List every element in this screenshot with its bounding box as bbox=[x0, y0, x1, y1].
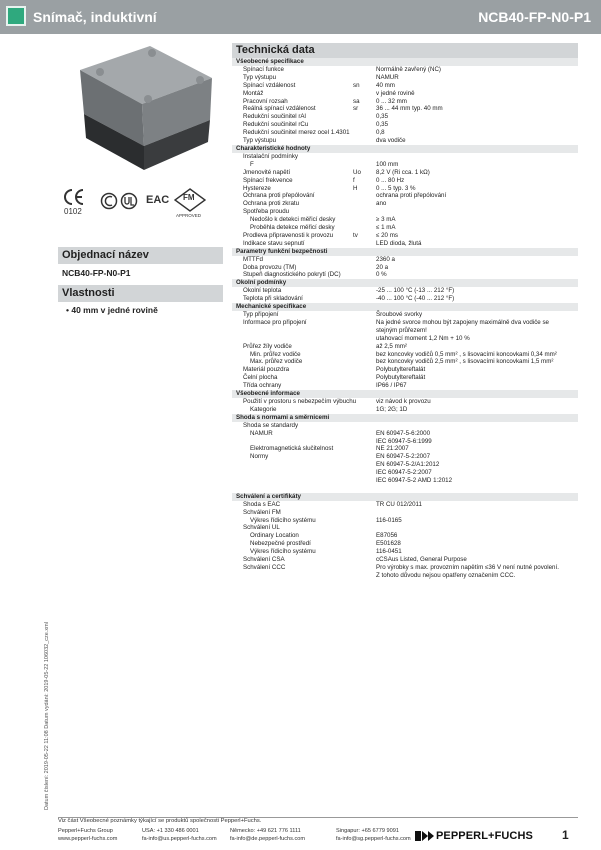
row-value: bez koncovky vodičů 2,5 mm² , s lisovacími koncovkami 1,5 mm² bbox=[376, 358, 554, 366]
row-value: až 2,5 mm² bbox=[376, 342, 407, 350]
row-value: 8,2 V (Ri cca. 1 kΩ) bbox=[376, 168, 430, 176]
table-row bbox=[232, 430, 578, 438]
table-row bbox=[232, 319, 578, 327]
row-value: 0,35 bbox=[376, 113, 389, 121]
row-label: Stupeň diagnostického pokrytí (DC) bbox=[243, 271, 341, 279]
row-label: Ochrana proti přepólování bbox=[243, 192, 315, 200]
table-row bbox=[232, 461, 578, 469]
row-value: ≥ 3 mA bbox=[376, 216, 396, 224]
row-label: Ochrana proti zkratu bbox=[243, 200, 300, 208]
row-value: E501628 bbox=[376, 540, 401, 548]
section-header-row bbox=[232, 414, 578, 422]
table-row bbox=[232, 572, 578, 580]
pepperl-fuchs-logo bbox=[414, 828, 534, 844]
table-row bbox=[232, 192, 578, 200]
row-label: NAMUR bbox=[250, 429, 273, 437]
row-symbol: sn bbox=[353, 81, 360, 89]
row-label: Použití v prostoru s nebezpečím výbuchu bbox=[243, 397, 357, 405]
table-row bbox=[232, 366, 578, 374]
table-row bbox=[232, 556, 578, 564]
table-row bbox=[232, 335, 578, 343]
section-header-row bbox=[232, 493, 578, 501]
table-row bbox=[232, 453, 578, 461]
row-value: 0,8 bbox=[376, 129, 385, 137]
row-label: MTTFd bbox=[243, 255, 263, 263]
table-row bbox=[232, 177, 578, 185]
row-value: EN 60947-5-2:2007 bbox=[376, 453, 431, 461]
section-title: Všeobecné informace bbox=[236, 390, 300, 398]
row-value: 1G; 2G; 1D bbox=[376, 405, 408, 413]
footer-germany-phone: Německo: +49 621 776 1111 bbox=[230, 828, 301, 834]
row-label: Nebezpečné prostředí bbox=[250, 540, 311, 548]
section-title: Charakteristické hodnoty bbox=[236, 144, 311, 152]
row-label: Nedošlo k detekci měřicí desky bbox=[250, 216, 336, 224]
row-label: Montáž bbox=[243, 89, 264, 97]
row-value: Pro výrobky s max. provozním napětím ≤36 V není nutné povolení. bbox=[376, 564, 559, 571]
row-value: NAMUR bbox=[376, 73, 399, 81]
technical-data-table bbox=[232, 58, 578, 580]
row-label: Schválení CCC bbox=[243, 564, 286, 571]
row-label: F bbox=[250, 160, 254, 168]
table-row bbox=[232, 509, 578, 517]
order-name-heading: Objednací název bbox=[58, 247, 223, 264]
row-label: Kategorie bbox=[250, 405, 277, 413]
row-value: bez koncovky vodičů 0,5 mm² , s lisovacími koncovkami 0,34 mm² bbox=[376, 350, 557, 358]
row-label: Reálná spínací vzdálenost bbox=[243, 105, 316, 113]
ul-mark-icon bbox=[120, 192, 138, 210]
table-row bbox=[232, 540, 578, 548]
row-label: Teplota při skladování bbox=[243, 295, 303, 303]
row-label: Min. průřez vodiče bbox=[250, 350, 301, 358]
table-row bbox=[232, 121, 578, 129]
row-label: Výkres řídicího systému bbox=[250, 548, 316, 556]
row-label: Shoda s EAC bbox=[243, 500, 281, 508]
section-header-row bbox=[232, 390, 578, 398]
footer-singapore-email[interactable]: fa-info@sg.pepperl-fuchs.com bbox=[336, 836, 411, 842]
row-symbol: tv bbox=[353, 231, 358, 239]
row-value: NE 21:2007 bbox=[376, 445, 409, 453]
table-row bbox=[232, 438, 578, 446]
row-label: Redukční součinitel rnerez ocel 1.4301 bbox=[243, 129, 350, 137]
table-row bbox=[232, 129, 578, 137]
section-header-row bbox=[232, 279, 578, 287]
row-label: Materiál pouzdra bbox=[243, 366, 290, 374]
pepperl-fuchs-logo-icon bbox=[414, 828, 436, 844]
table-row bbox=[232, 548, 578, 556]
fm-mark-text: FM bbox=[183, 193, 195, 202]
footer-website-link[interactable]: www.pepperl-fuchs.com bbox=[58, 836, 118, 842]
table-row bbox=[232, 105, 578, 113]
table-row bbox=[232, 224, 578, 232]
fm-approved-text: APPROVED bbox=[176, 213, 202, 218]
features-heading: Vlastnosti bbox=[58, 285, 223, 302]
row-value: 116-0165 bbox=[376, 516, 402, 524]
row-label: Jmenovité napětí bbox=[243, 168, 291, 176]
row-label: Prodleva připravenosti k provozu bbox=[243, 231, 334, 239]
product-image bbox=[60, 42, 220, 174]
section-header-row bbox=[232, 248, 578, 256]
row-value: ≤ 1 mA bbox=[376, 224, 396, 232]
row-label: Spínací frekvence bbox=[243, 176, 293, 184]
table-row bbox=[232, 256, 578, 264]
page-number: 1 bbox=[562, 828, 569, 842]
table-row bbox=[232, 66, 578, 74]
row-label: Typ výstupu bbox=[243, 73, 277, 81]
table-row bbox=[232, 532, 578, 540]
side-metadata-text: Datum číslení: 2019-05-22 11:08 Datum vydání: 2019-05-22 106032_cze.xml bbox=[44, 622, 50, 810]
table-row bbox=[232, 287, 578, 295]
table-row bbox=[232, 311, 578, 319]
row-label: Proběhla detekce měřicí desky bbox=[250, 224, 335, 232]
table-row bbox=[232, 295, 578, 303]
table-row bbox=[232, 137, 578, 145]
row-label: Spínací funkce bbox=[243, 65, 284, 73]
table-row bbox=[232, 351, 578, 359]
row-label: Schválení CSA bbox=[243, 556, 285, 564]
row-value: -40 ... 100 °C (-40 ... 212 °F) bbox=[376, 295, 455, 303]
row-value: -25 ... 100 °C (-13 ... 212 °F) bbox=[376, 287, 455, 295]
section-title: Schválení a certifikáty bbox=[236, 492, 302, 500]
row-label: Typ připojení bbox=[243, 311, 279, 318]
row-value: stejným průřezem! bbox=[376, 326, 427, 334]
row-symbol: H bbox=[353, 184, 358, 192]
row-value: 100 mm bbox=[376, 160, 399, 168]
page-header bbox=[0, 0, 601, 34]
table-row bbox=[232, 232, 578, 240]
row-value: 36 ... 44 mm typ. 40 mm bbox=[376, 105, 443, 113]
row-value: ano bbox=[376, 200, 387, 208]
row-label: Výkres řídicího systému bbox=[250, 516, 316, 524]
row-value: dva vodiče bbox=[376, 137, 406, 145]
section-header-row bbox=[232, 303, 578, 311]
footer-usa-email[interactable]: fa-info@us.pepperl-fuchs.com bbox=[142, 836, 217, 842]
pepperl-fuchs-logo-text: PEPPERL+FUCHS bbox=[436, 830, 533, 842]
table-row bbox=[232, 240, 578, 248]
row-value: 40 mm bbox=[376, 81, 395, 89]
row-label: Hystereze bbox=[243, 184, 271, 192]
row-label: Typ výstupu bbox=[243, 137, 277, 145]
technical-data-heading: Technická data bbox=[232, 43, 578, 58]
table-row bbox=[232, 398, 578, 406]
table-row bbox=[232, 169, 578, 177]
row-label: Indikace stavu sepnutí bbox=[243, 239, 305, 247]
footer-disclaimer: Viz část Všeobecné poznámky týkající se produktů společnosti Pepperl+Fuchs. bbox=[58, 818, 262, 824]
page-title: Snímač, induktivní bbox=[33, 9, 157, 25]
row-value: viz návod k provozu bbox=[376, 397, 431, 405]
table-row bbox=[232, 358, 578, 366]
row-symbol: sr bbox=[353, 105, 359, 113]
row-label: Třída ochrany bbox=[243, 382, 282, 390]
ce-mark-icon bbox=[62, 188, 86, 206]
row-value: ≤ 20 ms bbox=[376, 231, 398, 239]
row-symbol: sa bbox=[353, 97, 360, 105]
table-row bbox=[232, 82, 578, 90]
table-row bbox=[232, 185, 578, 193]
row-value: EN 60947-5-6:2000 bbox=[376, 429, 431, 437]
side-metadata bbox=[44, 590, 54, 810]
row-label: Schválení FM bbox=[243, 508, 281, 516]
eac-mark: EAC bbox=[146, 194, 170, 206]
footer-usa-phone: USA: +1 330 486 0001 bbox=[142, 828, 199, 834]
row-value: 0 % bbox=[376, 271, 387, 279]
section-header-row bbox=[232, 145, 578, 153]
table-row bbox=[232, 564, 578, 572]
footer-usa bbox=[142, 827, 217, 843]
footer-germany-email[interactable]: fa-info@de.pepperl-fuchs.com bbox=[230, 836, 306, 842]
row-symbol: f bbox=[353, 176, 355, 184]
csa-mark-icon bbox=[100, 192, 118, 210]
row-value: ochrana proti přepólování bbox=[376, 192, 447, 200]
certification-marks bbox=[62, 188, 232, 220]
row-label: Max. průřez vodiče bbox=[250, 358, 303, 366]
row-label: Shoda se standardy bbox=[243, 421, 299, 429]
row-label: Schválení UL bbox=[243, 524, 280, 532]
footer-singapore bbox=[336, 827, 411, 843]
table-row bbox=[232, 517, 578, 525]
table-row bbox=[232, 264, 578, 272]
table-row bbox=[232, 477, 578, 485]
footer-germany bbox=[230, 827, 305, 843]
table-row bbox=[232, 485, 578, 493]
footer-singapore-phone: Singapur: +65 6779 9091 bbox=[336, 828, 399, 834]
footer-group bbox=[58, 827, 117, 843]
table-row bbox=[232, 501, 578, 509]
table-row bbox=[232, 216, 578, 224]
row-label: Redukční součinitel rCu bbox=[243, 121, 309, 129]
row-value: 2360 a bbox=[376, 255, 395, 263]
row-label: Instalační podmínky bbox=[243, 152, 299, 160]
brand-square-icon bbox=[6, 6, 26, 26]
row-value: EN 60947-5-2/A1:2012 bbox=[376, 461, 440, 469]
row-label: Informace pro připojení bbox=[243, 318, 307, 326]
table-row bbox=[232, 422, 578, 430]
table-row bbox=[232, 98, 578, 106]
row-value: E87056 bbox=[376, 532, 398, 540]
table-row bbox=[232, 271, 578, 279]
section-title: Mechanické specifikace bbox=[236, 303, 307, 311]
row-value: 0 ... 80 Hz bbox=[376, 176, 405, 184]
feature-item: • 40 mm v jedné rovině bbox=[66, 305, 158, 315]
table-row bbox=[232, 200, 578, 208]
product-code: NCB40-FP-N0-P1 bbox=[478, 9, 591, 25]
row-value: 0 ... 5 typ. 3 % bbox=[376, 184, 416, 192]
table-row bbox=[232, 343, 578, 351]
row-value: Polybutyltereftalát bbox=[376, 366, 426, 374]
row-label: Normy bbox=[250, 453, 269, 461]
row-label: Doba provozu (TM) bbox=[243, 263, 297, 271]
feature-text: 40 mm v jedné rovině bbox=[71, 305, 158, 315]
row-label: Průřez žíly vodiče bbox=[243, 342, 292, 350]
table-row bbox=[232, 406, 578, 414]
row-value: 0 ... 32 mm bbox=[376, 97, 407, 105]
row-label: Čelní plocha bbox=[243, 374, 278, 382]
row-value: IEC 60947-5-2 AMD 1:2012 bbox=[376, 477, 453, 485]
row-value: Na jedné svorce mohou být zapojeny maximálně dva vodiče se bbox=[376, 318, 549, 326]
row-label: Spínací vzdálenost bbox=[243, 81, 296, 89]
table-row bbox=[232, 74, 578, 82]
row-value: cCSAus Listed, General Purpose bbox=[376, 556, 467, 564]
row-value: Normálně zavřený (NC) bbox=[376, 65, 441, 73]
row-label: Pracovní rozsah bbox=[243, 97, 288, 105]
row-label: Redukční součinitel rAl bbox=[243, 113, 306, 121]
table-row bbox=[232, 469, 578, 477]
row-value: IP66 / IP67 bbox=[376, 382, 407, 390]
row-label: Elektromagnetická slučitelnost bbox=[250, 445, 334, 453]
row-value: Šroubové svorky bbox=[376, 311, 423, 318]
row-symbol: Uo bbox=[353, 168, 361, 176]
table-row bbox=[232, 374, 578, 382]
table-row bbox=[232, 90, 578, 98]
row-value: TR CU 012/2011 bbox=[376, 500, 422, 508]
ce-number: 0102 bbox=[64, 207, 82, 216]
table-row bbox=[232, 327, 578, 335]
row-value: 20 a bbox=[376, 263, 389, 271]
row-label: Spotřeba proudu bbox=[243, 208, 290, 216]
footer-group-name: Pepperl+Fuchs Group bbox=[58, 828, 113, 834]
order-code: NCB40-FP-N0-P1 bbox=[62, 268, 131, 278]
table-row bbox=[232, 445, 578, 453]
section-header-row bbox=[232, 58, 578, 66]
row-value: 0,35 bbox=[376, 121, 389, 129]
section-title: Okolní podmínky bbox=[236, 279, 287, 287]
row-value: Polybutyltereftalát bbox=[376, 374, 426, 382]
table-row bbox=[232, 161, 578, 169]
table-row bbox=[232, 382, 578, 390]
row-label: Okolní teplota bbox=[243, 287, 282, 295]
table-row bbox=[232, 153, 578, 161]
row-label: Ordinary Location bbox=[250, 532, 299, 540]
section-title: Všeobecné specifikace bbox=[236, 58, 304, 65]
row-value: LED dioda, žlutá bbox=[376, 239, 422, 247]
row-value: IEC 60947-5-6:1999 bbox=[376, 437, 432, 445]
row-value: v jedné rovině bbox=[376, 89, 415, 97]
row-value: utahovací moment 1,2 Nm + 10 % bbox=[376, 334, 470, 342]
row-value: Z tohoto důvodu nejsou opatřeny označením CCC. bbox=[376, 571, 516, 579]
section-title: Parametry funkční bezpečnosti bbox=[236, 247, 328, 255]
table-row bbox=[232, 208, 578, 216]
section-title: Shoda s normami a směrnicemi bbox=[236, 413, 330, 421]
table-row bbox=[232, 113, 578, 121]
row-value: 116-0451 bbox=[376, 548, 402, 556]
table-row bbox=[232, 524, 578, 532]
row-value: IEC 60947-5-2:2007 bbox=[376, 469, 432, 477]
